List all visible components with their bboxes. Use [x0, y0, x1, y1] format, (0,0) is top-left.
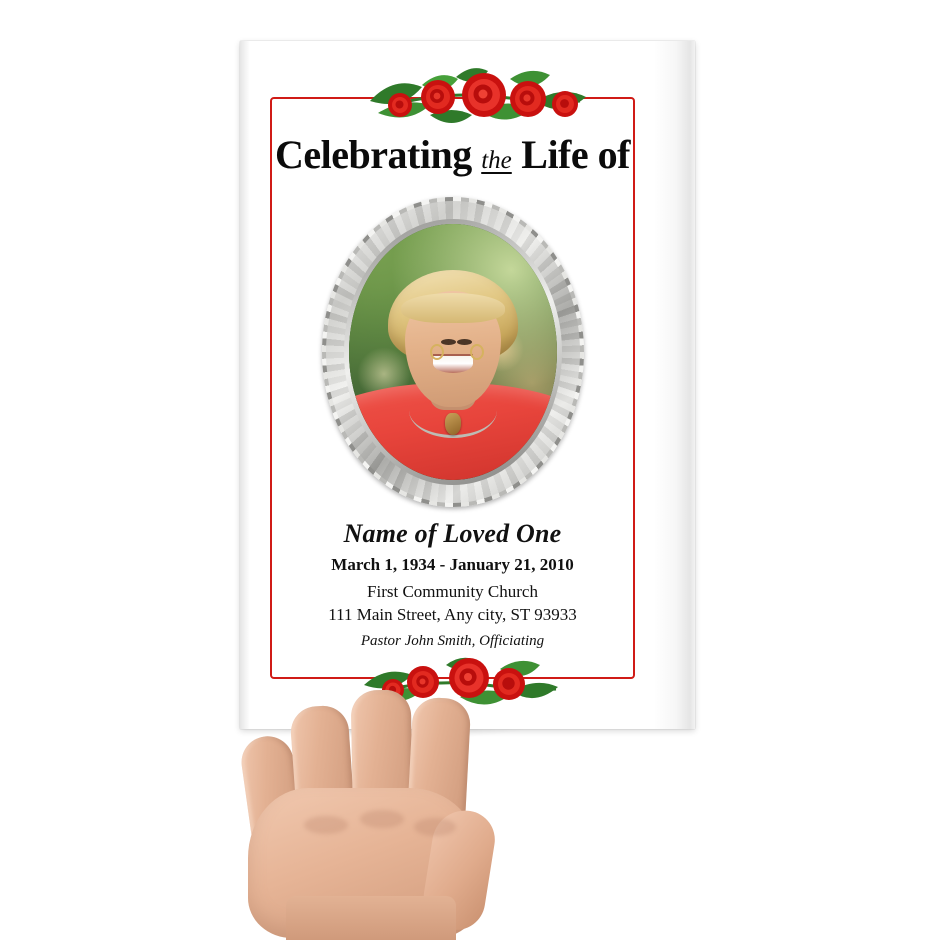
card-left-edge-shading [240, 41, 250, 729]
subject-hair-fringe [401, 293, 505, 323]
deceased-name: Name of Loved One [343, 519, 562, 548]
officiant-name: Pastor John Smith, Officiating [360, 633, 545, 649]
subject-eye-left [441, 339, 456, 345]
heading-part-2: the [481, 147, 512, 174]
page-title [270, 131, 635, 178]
wrist [286, 896, 456, 940]
memorial-details [270, 519, 635, 650]
service-venue: First Community Church [367, 582, 538, 601]
card-fold-shading [653, 41, 695, 729]
knuckle-shadow [414, 818, 456, 836]
service-address: 111 Main Street, Any city, ST 93933 [328, 605, 577, 624]
knuckle-shadow [304, 816, 348, 834]
deceased-dates: March 1, 1934 - January 21, 2010 [331, 555, 574, 574]
hand-holding-card [232, 690, 552, 935]
portrait-frame [322, 197, 584, 507]
subject-pendant [445, 413, 461, 435]
knuckle-shadow [360, 810, 404, 828]
portrait-photo [349, 224, 557, 480]
heading-part-3: Life of [521, 132, 630, 177]
funeral-program-card [240, 41, 695, 729]
subject-earring-right [470, 344, 484, 360]
subject-eye-right [457, 339, 472, 345]
heading-part-1: Celebrating [275, 132, 472, 177]
